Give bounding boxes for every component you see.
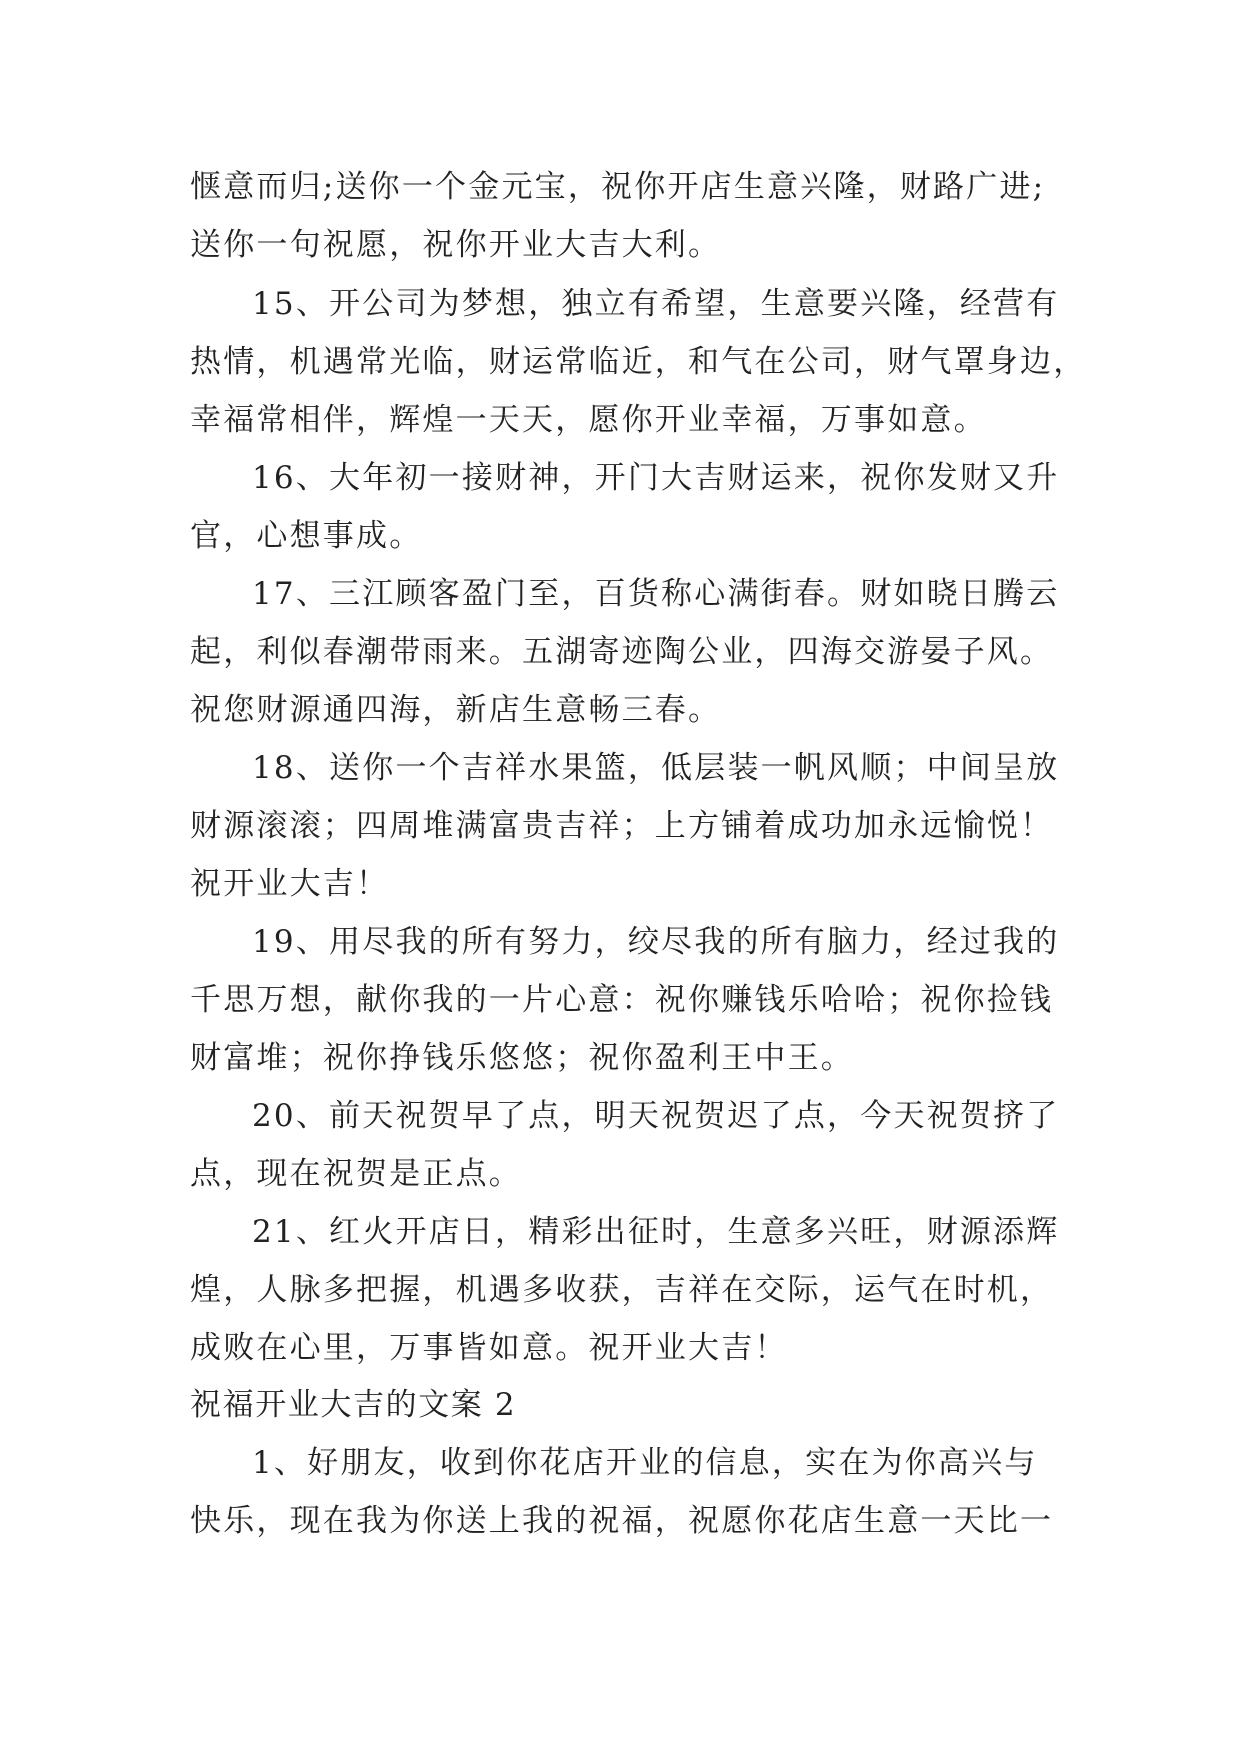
text-line: 财源滚滚；四周堆满富贵吉祥；上方铺着成功加永远愉悦！ (190, 808, 1054, 844)
paragraph-first-line: 19、用尽我的所有努力，绞尽我的所有脑力，经过我的 (252, 924, 1060, 960)
paragraph-first-line: 20、前天祝贺早了点，明天祝贺迟了点，今天祝贺挤了 (252, 1098, 1060, 1134)
text-line: 财富堆；祝你挣钱乐悠悠；祝你盈利王中王。 (190, 1040, 854, 1076)
text-line: 煌，人脉多把握，机遇多收获，吉祥在交际，运气在时机， (190, 1272, 1054, 1308)
text-line: 祝开业大吉！ (190, 866, 390, 902)
text-line: 成败在心里，万事皆如意。祝开业大吉！ (190, 1330, 788, 1366)
paragraph-first-line: 18、送你一个吉祥水果篮，低层装一帆风顺；中间呈放 (252, 750, 1060, 786)
text-line: 千思万想，献你我的一片心意：祝你赚钱乐哈哈；祝你捡钱 (190, 982, 1054, 1018)
text-line: 点，现在祝贺是正点。 (190, 1156, 522, 1192)
paragraph-first-line: 15、开公司为梦想，独立有希望，生意要兴隆，经营有 (252, 286, 1060, 322)
text-line: 热情，机遇常光临，财运常临近，和气在公司，财气罩身边， (190, 344, 1087, 380)
section-heading: 祝福开业大吉的文案 2 (190, 1387, 517, 1423)
text-line: 祝您财源通四海，新店生意畅三春。 (190, 692, 722, 728)
text-line: 官，心想事成。 (190, 518, 423, 554)
text-line: 送你一句祝愿，祝你开业大吉大利。 (190, 227, 722, 263)
paragraph-first-line: 16、大年初一接财神，开门大吉财运来，祝你发财又升 (252, 460, 1060, 496)
text-line: 起，利似春潮带雨来。五湖寄迹陶公业，四海交游晏子风。 (190, 634, 1054, 670)
paragraph-first-line: 21、红火开店日，精彩出征时，生意多兴旺，财源添辉 (252, 1214, 1060, 1250)
paragraph-first-line: 1、好朋友，收到你花店开业的信息，实在为你高兴与 (252, 1445, 1038, 1481)
text-line: 幸福常相伴，辉煌一天天，愿你开业幸福，万事如意。 (190, 402, 987, 438)
paragraph-first-line: 17、三江顾客盈门至，百货称心满街春。财如晓日腾云 (252, 576, 1060, 612)
text-line: 快乐，现在我为你送上我的祝福，祝愿你花店生意一天比一 (190, 1503, 1054, 1539)
text-line: 惬意而归;送你一个金元宝，祝你开店生意兴隆，财路广进; (190, 169, 1046, 205)
